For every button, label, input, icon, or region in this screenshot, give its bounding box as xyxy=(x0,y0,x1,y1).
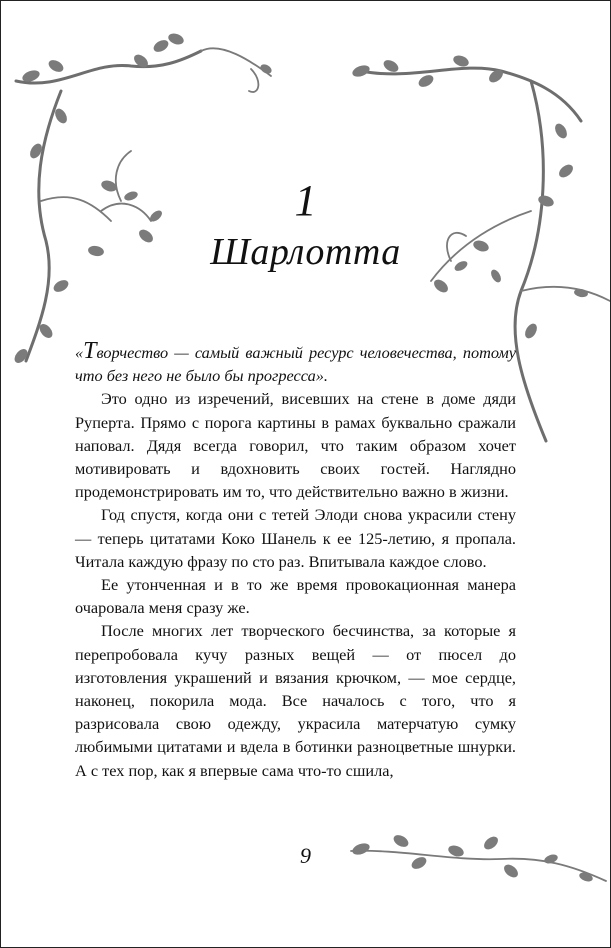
chapter-title: Шарлотта xyxy=(210,231,401,273)
epigraph-text: ворчество — самый важный ресурс человечества, потому что без него не было бы прогресса». xyxy=(75,343,516,386)
page-number: 9 xyxy=(300,843,311,868)
paragraph: Год спустя, когда они с тетей Элоди снова украсили стену — теперь цитатами Коко Шанель к ее 125-летию, я пропала. Читала каждую фразу по сто раз. Впитывала каждое слово. xyxy=(75,505,516,571)
drop-cap: Т xyxy=(83,338,97,364)
epigraph xyxy=(75,338,516,387)
chapter-number: 1 xyxy=(294,176,317,225)
paragraph: После многих лет творческого бесчинства, за которые я перепробовала кучу разных вещей — от пюсел до изготовления украшений и вязания крючком, — мое сердце, наконец, покорила мода. Все началось с того, что я разрисовала свою одежду, украсила матерчатую сумку любимыми цитатами и вдела в ботинки разноцветные шнурки. А с тех пор, как я впервые сама что-то сшила, xyxy=(75,621,516,780)
body-text xyxy=(75,338,516,782)
paragraph: Это одно из изречений, висевших на стене в доме дяди Руперта. Прямо с порога картины в рамах буквально сражали наповал. Дядя всегда говорил, что таким образом хочет мотивировать и вдохновить своих гостей. Наглядно продемонстрировать им то, что действительно важно в жизни. xyxy=(75,389,516,502)
paragraph: Ее утонченная и в то же время провокационная манера очаровала меня сразу же. xyxy=(75,575,516,618)
open-quote: « xyxy=(75,343,84,362)
